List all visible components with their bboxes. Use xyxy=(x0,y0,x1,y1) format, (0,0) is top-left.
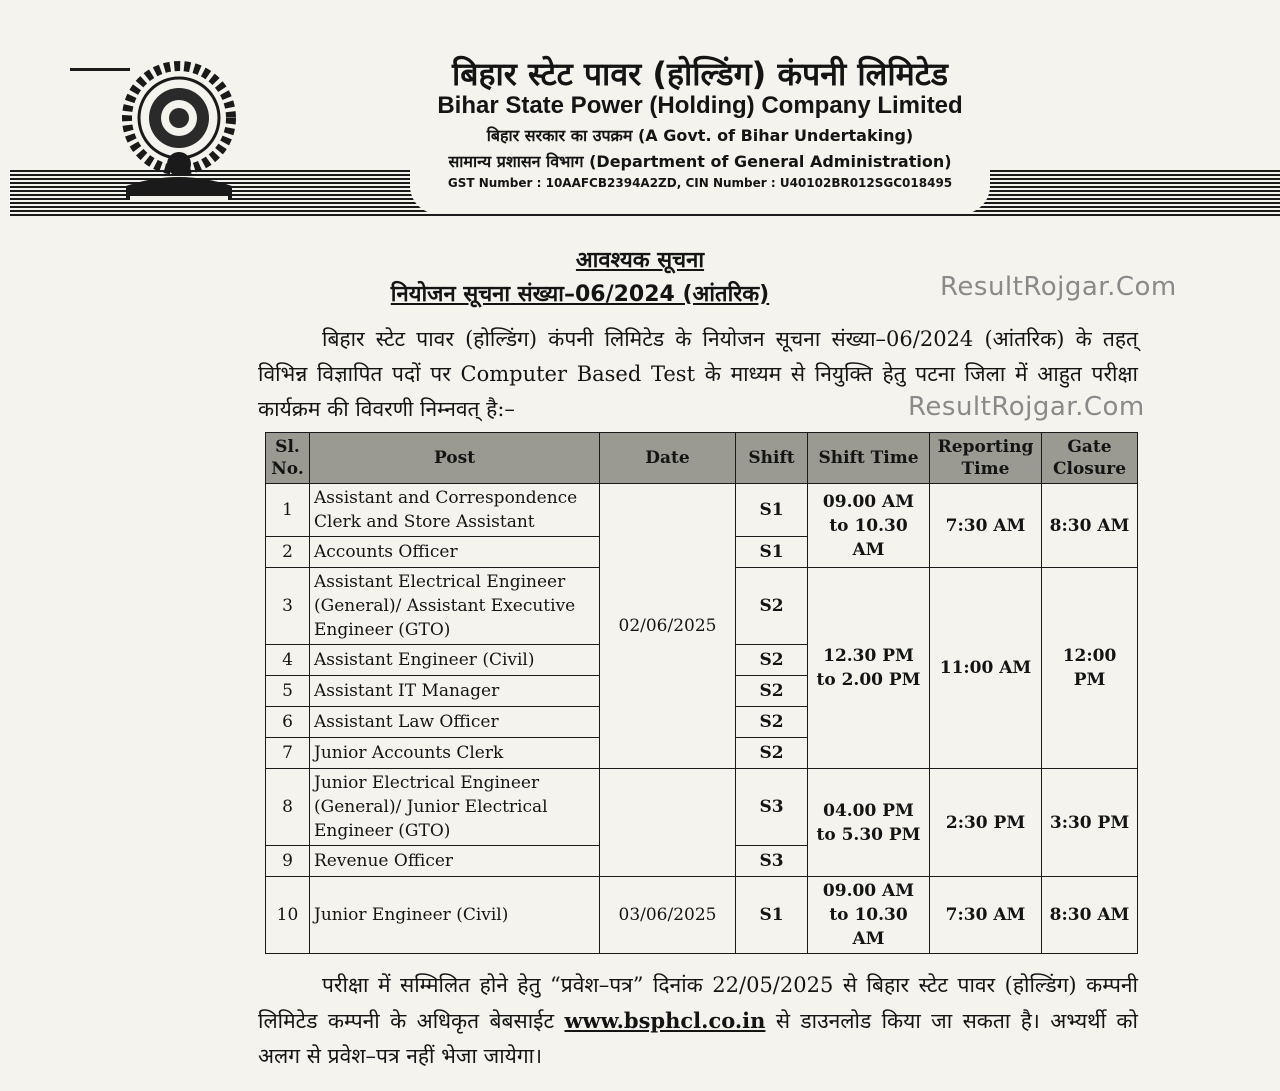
sl-no-cell: 7 xyxy=(266,738,310,769)
post-cell: Assistant IT Manager xyxy=(310,676,600,707)
gate-closure-cell: 3:30 PM xyxy=(1042,769,1138,877)
sl-no-cell: 9 xyxy=(266,846,310,877)
post-cell: Junior Electrical Engineer (General)/ Junior Electrical Engineer (GTO) xyxy=(310,769,600,846)
table-row xyxy=(266,769,1138,846)
post-cell: Assistant Engineer (Civil) xyxy=(310,645,600,676)
sl-no-cell: 8 xyxy=(266,769,310,846)
shift-cell: S1 xyxy=(736,877,808,954)
company-name-hindi: बिहार स्टेट पावर (होल्डिंग) कंपनी लिमिटेड xyxy=(451,55,949,93)
post-cell: Revenue Officer xyxy=(310,846,600,877)
shift-cell: S1 xyxy=(736,537,808,568)
exam-schedule-table xyxy=(265,432,1138,954)
sl-no-cell: 6 xyxy=(266,707,310,738)
table-row xyxy=(266,877,1138,954)
date-cell: 02/06/2025 xyxy=(600,484,736,769)
admit-card-text-end: से डाउनलोड किया जा सकता है। अभ्यर्थी को अलग से प्रवेश–पत्र नहीं भेजा जायेगा। xyxy=(258,1009,1138,1068)
col-header-shift: Shift xyxy=(736,433,808,484)
shift-cell: S3 xyxy=(736,846,808,877)
reporting-time-cell: 7:30 AM xyxy=(930,484,1042,568)
table-row xyxy=(266,484,1138,537)
shift-time-cell: 12.30 PM to 2.00 PM xyxy=(808,568,930,769)
company-logo-icon xyxy=(116,56,242,206)
reporting-time-cell: 7:30 AM xyxy=(930,877,1042,954)
company-name-english: Bihar State Power (Holding) Company Limited xyxy=(437,92,963,119)
shift-time-cell: 04.00 PM to 5.30 PM xyxy=(808,769,930,877)
date-cell-blank xyxy=(600,769,736,877)
post-cell: Accounts Officer xyxy=(310,537,600,568)
shift-cell: S2 xyxy=(736,738,808,769)
col-header-date: Date xyxy=(600,433,736,484)
sl-no-cell: 1 xyxy=(266,484,310,537)
shift-cell: S2 xyxy=(736,676,808,707)
shift-cell: S2 xyxy=(736,707,808,738)
post-cell: Assistant and Correspondence Clerk and Store Assistant xyxy=(310,484,600,537)
admit-card-paragraph xyxy=(258,968,1138,1074)
sl-no-cell: 2 xyxy=(266,537,310,568)
reporting-time-cell: 2:30 PM xyxy=(930,769,1042,877)
shift-time-cell: 09.00 AM to 10.30 AM xyxy=(808,877,930,954)
col-header-post: Post xyxy=(310,433,600,484)
department-line: सामान्य प्रशासन विभाग (Department of General Administration) xyxy=(448,152,952,171)
col-header-reporting-time: Reporting Time xyxy=(930,433,1042,484)
sl-no-cell: 3 xyxy=(266,568,310,645)
reporting-time-cell: 11:00 AM xyxy=(930,568,1042,769)
notice-title: आवश्यक सूचना xyxy=(575,248,705,273)
shift-cell: S2 xyxy=(736,568,808,645)
shift-cell: S1 xyxy=(736,484,808,537)
admit-card-text: परीक्षा में सम्मिलित होने हेतु “प्रवेश–पत्र” दिनांक 22/05/2025 से बिहार स्टेट पावर (होल्डिंग) कम्पनी लिमिटेड कम्पनी के अधिकृत बेबसाईट xyxy=(258,973,1138,1033)
govt-undertaking-line: बिहार सरकार का उपक्रम (A Govt. of Bihar Undertaking) xyxy=(486,126,914,145)
post-cell: Assistant Electrical Engineer (General)/ Assistant Executive Engineer (GTO) xyxy=(310,568,600,645)
post-cell: Junior Accounts Clerk xyxy=(310,738,600,769)
notice-number: नियोजन सूचना संख्या–06/2024 (आंतरिक) xyxy=(390,282,770,307)
post-cell: Junior Engineer (Civil) xyxy=(310,877,600,954)
col-header-sl-no: Sl. No. xyxy=(266,433,310,484)
gate-closure-cell: 8:30 AM xyxy=(1042,877,1138,954)
col-header-shift-time: Shift Time xyxy=(808,433,930,484)
date-cell: 03/06/2025 xyxy=(600,877,736,954)
gate-closure-cell: 12:00 PM xyxy=(1042,568,1138,769)
shift-cell: S3 xyxy=(736,769,808,846)
table-header-row xyxy=(266,433,1138,484)
watermark: ResultRojgar.Com xyxy=(940,272,1177,302)
sl-no-cell: 10 xyxy=(266,877,310,954)
intro-paragraph: बिहार स्टेट पावर (होल्डिंग) कंपनी लिमिटेड के नियोजन सूचना संख्या–06/2024 (आंतरिक) के तहत् विभिन्न विज्ञापित पदों पर Computer Based Test के माध्यम से नियुक्ति हेतु पटना जिला में आहुत परीक्षा कार्यक्रम की विवरणी निम्नवत् है:– xyxy=(258,327,1138,421)
col-header-gate-closure: Gate Closure xyxy=(1042,433,1138,484)
sl-no-cell: 5 xyxy=(266,676,310,707)
shift-time-cell: 09.00 AM to 10.30 AM xyxy=(808,484,930,568)
sl-no-cell: 4 xyxy=(266,645,310,676)
gst-cin-line: GST Number : 10AAFCB2394A2ZD, CIN Number : U40102BR012SGC018495 xyxy=(447,176,953,190)
post-cell: Assistant Law Officer xyxy=(310,707,600,738)
shift-cell: S2 xyxy=(736,645,808,676)
website-link[interactable]: www.bsphcl.co.in xyxy=(564,1008,766,1033)
gate-closure-cell: 8:30 AM xyxy=(1042,484,1138,568)
watermark: ResultRojgar.Com xyxy=(908,392,1145,422)
